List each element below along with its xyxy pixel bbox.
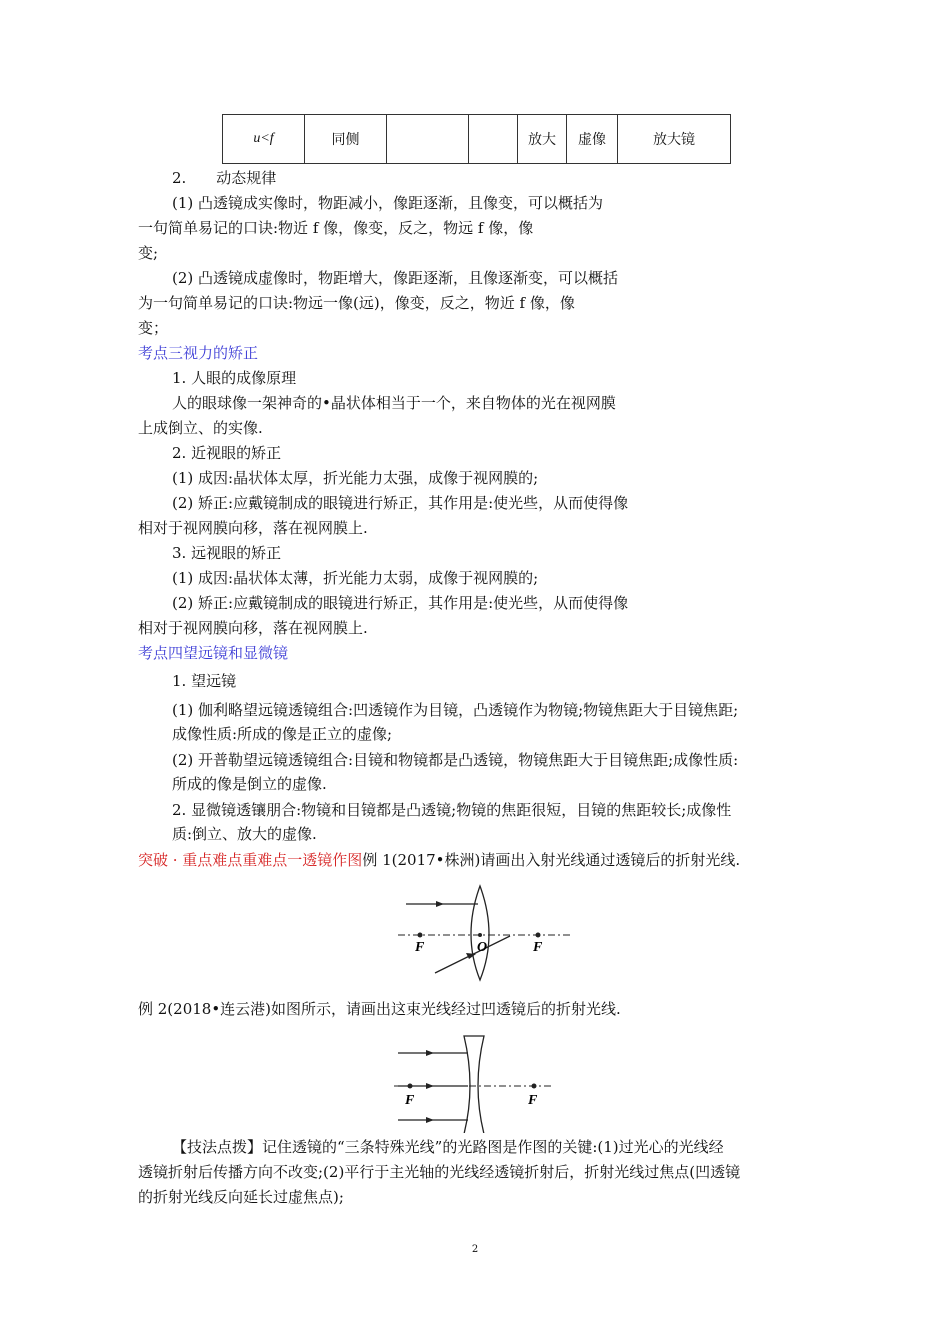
example-2-text: 例 2(2018•连云港)如图所示，请画出这束光线经过凹透镜后的折射光线. — [138, 1000, 621, 1018]
paragraph-line: (1) 成因:晶状体太薄，折光能力太弱，成像于视网膜的; — [172, 569, 539, 587]
focus-label: F — [415, 940, 425, 955]
table-cell: 放大 — [518, 115, 567, 164]
paragraph-line: 为一句简单易记的口诀:物远一像(远)，像变，反之，物近 f 像，像 — [138, 294, 575, 312]
table-row — [223, 115, 731, 164]
table-cell — [469, 115, 518, 164]
section-heading: 1. 人眼的成像原理 — [172, 369, 297, 387]
paragraph-line: 2. 显微镜透镶朋合:物镜和目镜都是凸透镜;物镜的焦距很短，目镜的焦距较长;成像性 — [172, 801, 732, 819]
paragraph-line: 上成倒立、的实像. — [138, 419, 263, 437]
table-cell: 虚像 — [567, 115, 618, 164]
focus-label: F — [528, 1093, 538, 1108]
topic-heading: 考点四望远镜和显微镜 — [138, 644, 289, 662]
paragraph-line: 成像性质:所成的像是正立的虚像; — [172, 725, 393, 743]
paragraph-line: 变; — [138, 244, 159, 262]
section-heading: 2. 动态规律 — [172, 169, 277, 187]
focus-label: F — [533, 940, 543, 955]
paragraph-line: (1) 伽利略望远镜透镜组合:凹透镜作为目镜，凸透镜作为物镜;物镜焦距大于目镜焦距; — [172, 701, 739, 719]
paragraph-line: 质:倒立、放大的虚像. — [172, 825, 317, 843]
tips-line: 透镜折射后传播方向不改变;(2)平行于主光轴的光线经透镜折射后，折射光线过焦点(凹透镜 — [138, 1163, 741, 1181]
example-1-line — [138, 850, 740, 870]
page-number: 2 — [471, 1244, 479, 1255]
paragraph-line: 一句简单易记的口诀:物近 f 像，像变，反之，物远 f 像，像 — [138, 219, 534, 237]
table-cell: 同侧 — [305, 115, 387, 164]
example-1-text: 例 1(2017•株洲)请画出入射光线通过透镜后的折射光线. — [362, 851, 741, 869]
topic-heading: 考点三视力的矫正 — [138, 344, 259, 362]
tips-line: 【技法点拨】记住透镜的“三条特殊光线”的光路图是作图的关键:(1)过光心的光线经 — [172, 1138, 724, 1156]
paragraph-line: (1) 凸透镜成实像时，物距减小，像距逐渐，且像变，可以概括为 — [172, 194, 604, 212]
section-heading: 1. 望远镜 — [172, 672, 237, 690]
section-heading: 2. 近视眼的矫正 — [172, 444, 282, 462]
paragraph-line: (2) 开普勒望远镜透镜组合:目镜和物镜都是凸透镜，物镜焦距大于目镜焦距;成像性质: — [172, 751, 739, 769]
paragraph-line: (2) 凸透镜成虚像时，物距增大，像距逐渐，且像逐渐变，可以概括 — [172, 269, 619, 287]
lens-imaging-table — [222, 114, 731, 164]
paragraph-line: 人的眼球像一架神奇的•晶状体相当于一个，来自物体的光在视网膜 — [172, 394, 616, 412]
convex-lens-figure — [398, 880, 578, 982]
paragraph-line: (2) 矫正:应戴镜制成的眼镜进行矫正，其作用是:使光些，从而使得像 — [172, 494, 629, 512]
table-cell: u<f — [223, 115, 305, 164]
paragraph-line: 相对于视网膜向移，落在视网膜上. — [138, 619, 368, 637]
paragraph-line: 相对于视网膜向移，落在视网膜上. — [138, 519, 368, 537]
table-cell: 放大镜 — [618, 115, 731, 164]
concave-lens-figure — [394, 1033, 562, 1133]
paragraph-line: 变； — [138, 319, 169, 337]
breakthrough-label: 突破 · 重点难点重难点一透镜作图 — [138, 851, 363, 869]
section-heading: 3. 远视眼的矫正 — [172, 544, 282, 562]
paragraph-line: 所成的像是倒立的虚像. — [172, 775, 327, 793]
tips-line: 的折射光线反向延长过虚焦点); — [138, 1188, 344, 1206]
focus-label: F — [405, 1093, 415, 1108]
paragraph-line: (2) 矫正:应戴镜制成的眼镜进行矫正，其作用是:使光些，从而使得像 — [172, 594, 629, 612]
table-cell — [387, 115, 469, 164]
paragraph-line: (1) 成因:晶状体太厚，折光能力太强，成像于视网膜的; — [172, 469, 539, 487]
optical-center-label: O — [477, 940, 488, 955]
